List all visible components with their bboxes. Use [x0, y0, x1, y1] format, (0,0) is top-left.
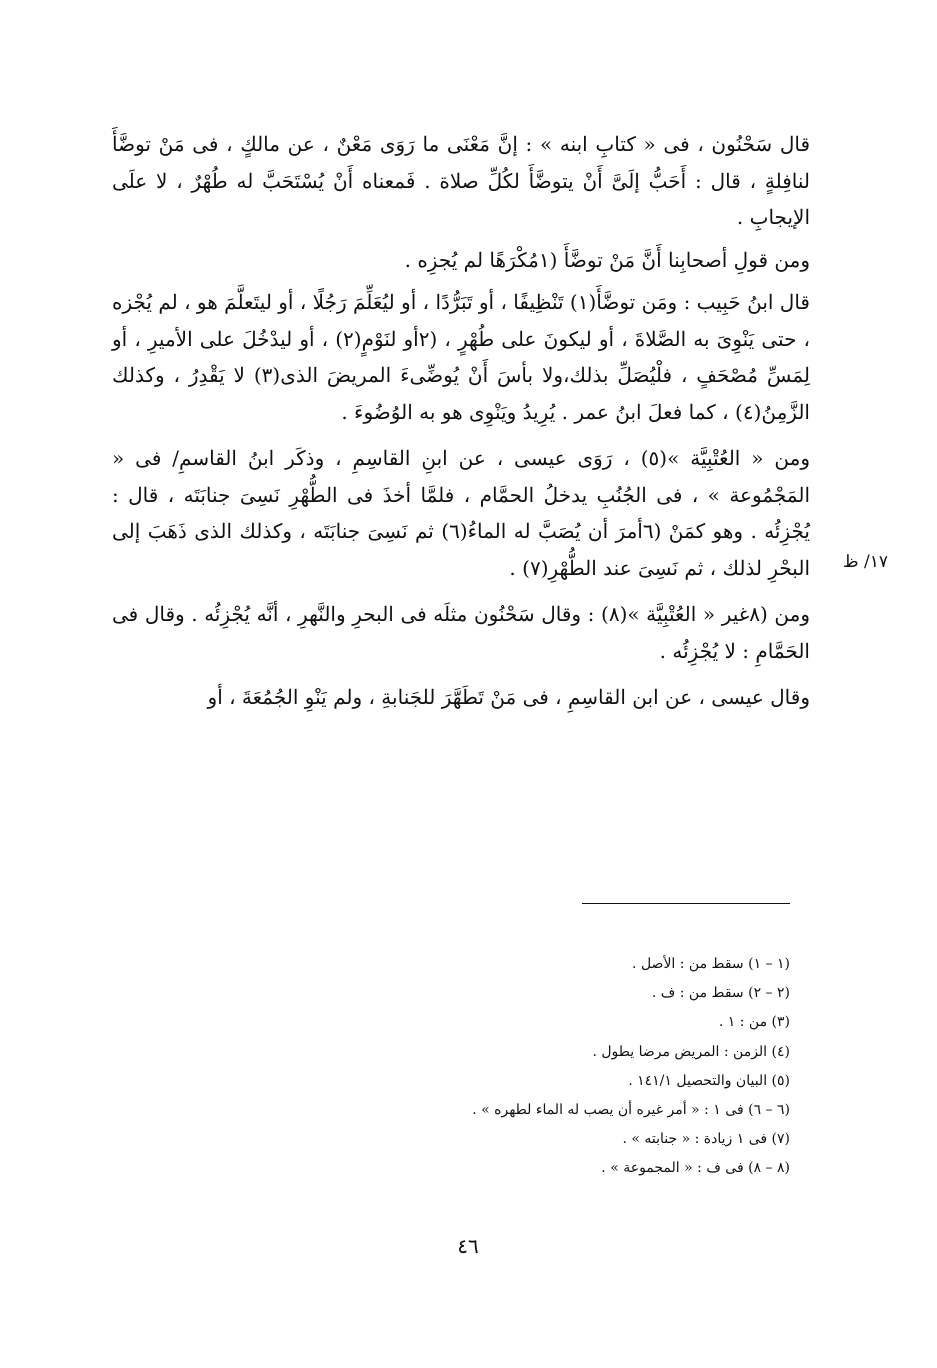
footnote-divider: [582, 903, 790, 904]
footnote: (٥) البيان والتحصيل ١٤١/١ .: [628, 1072, 790, 1089]
paragraph-1: قال سَحْنُون ، فى « كتابِ ابنه » : إنَّ مَعْنَى ما رَوَى مَعْنٌ ، عن مالكٍ ، فى مَنْ توضَّأَ لنافِلةٍ ، قال : أَحَبُّ إلَىَّ أَنْ يتوضَّأَ لكُلِّ صلاة . فَمعناه أَنْ يُسْتَحَبَّ له طُهْرٌ ، لا علَى الإيجابِ .: [112, 132, 810, 229]
footnote: (٣) من : ١ .: [718, 1014, 790, 1031]
paragraph-3: قال ابنُ حَبِيب : ومَن توضَّأَ(١) تَنْظِيفًا ، أو تَبَرُّدًا ، أو ليُعَلِّمَ رَجُلًا ، أو ليتَعلَّمَ هو ، لم يُجْزه ، حتى يَنْوِىَ به الصَّلاةَ ، أو ليكونَ على طُهْرٍ ، (٢أو لنَوْمٍ(٢) ، أو ليدْخُلَ على الأميرِ ، أو لِمَسِّ مُصْحَفٍ ، فلْيُصَلِّ بذلك،ولا بأسَ أَنْ يُوضِّىءَ المريضَ الذى(٣) لا يَقْدِرُ ، وكذلك الزَّمِنُ(٤) ، كما فعلَ ابنُ عمر . يُرِيدُ ويَنْوِى هو به الوُضُوءَ .: [112, 290, 810, 424]
main-text-block: [112, 126, 810, 722]
page-number: ٤٦: [457, 1234, 479, 1258]
footnote: (٦ – ٦) فى ١ : « أمر غيره أن يصب له الماء لطهره » .: [472, 1102, 790, 1119]
footnote: (٨ – ٨) فى ف : « المجموعة » .: [601, 1160, 790, 1177]
footnote: (١ – ١) سقط من : الأصل .: [632, 956, 790, 972]
manuscript-folio-note: ١٧/ ظ: [842, 552, 888, 572]
paragraph-2: ومن قولِ أصحابِنا أَنَّ مَنْ توضَّأَ (١مُكْرَهًا لم يُجزِه .: [404, 247, 810, 272]
footnote: (٧) فى ١ زيادة : « جنابته » .: [622, 1131, 790, 1148]
paragraph-4: ومن « العُتْبِيَّة »(٥) ، رَوَى عيسى ، عن ابنِ القاسِمِ ، وذكَر ابنُ القاسمِ/ فى « المَجْمُوعة » ، فى الجُنُبِ يدخلُ الحمَّام ، فلمَّا أخذَ فى الطُّهْرِ نَسِىَ جنابَتَه ، قال : يُجْزِئُه . وهو كمَنْ (٦أمرَ أن يُصَبَّ له الماءُ(٦) ثم نَسِىَ جنابَتَه ، وكذلك الذى ذَهَبَ إلى البحْرِ لذلك ، ثم نَسِىَ عند الطُّهْرِ(٧) .: [112, 446, 810, 580]
paragraph-5: ومن (٨غير « العُتْبِيَّة »(٨) : وقال سَحْنُون مثلَه فى البحرِ والنَّهرِ ، أنَّه يُجْزِئُه . وقال فى الحَمَّامِ : لا يُجْزِئُه .: [112, 602, 810, 663]
footnote: (٢ – ٢) سقط من : ف .: [651, 985, 790, 1002]
paragraph-6: وقال عيسى ، عن ابن القاسِمِ ، فى مَنْ تَطَهَّرَ للجَنابةِ ، ولم يَنْوِ الجُمُعَةَ ، أو: [207, 685, 810, 709]
footnotes-block: [380, 950, 790, 1184]
footnote: (٤) الزمن : المريض مرضا يطول .: [592, 1043, 790, 1060]
